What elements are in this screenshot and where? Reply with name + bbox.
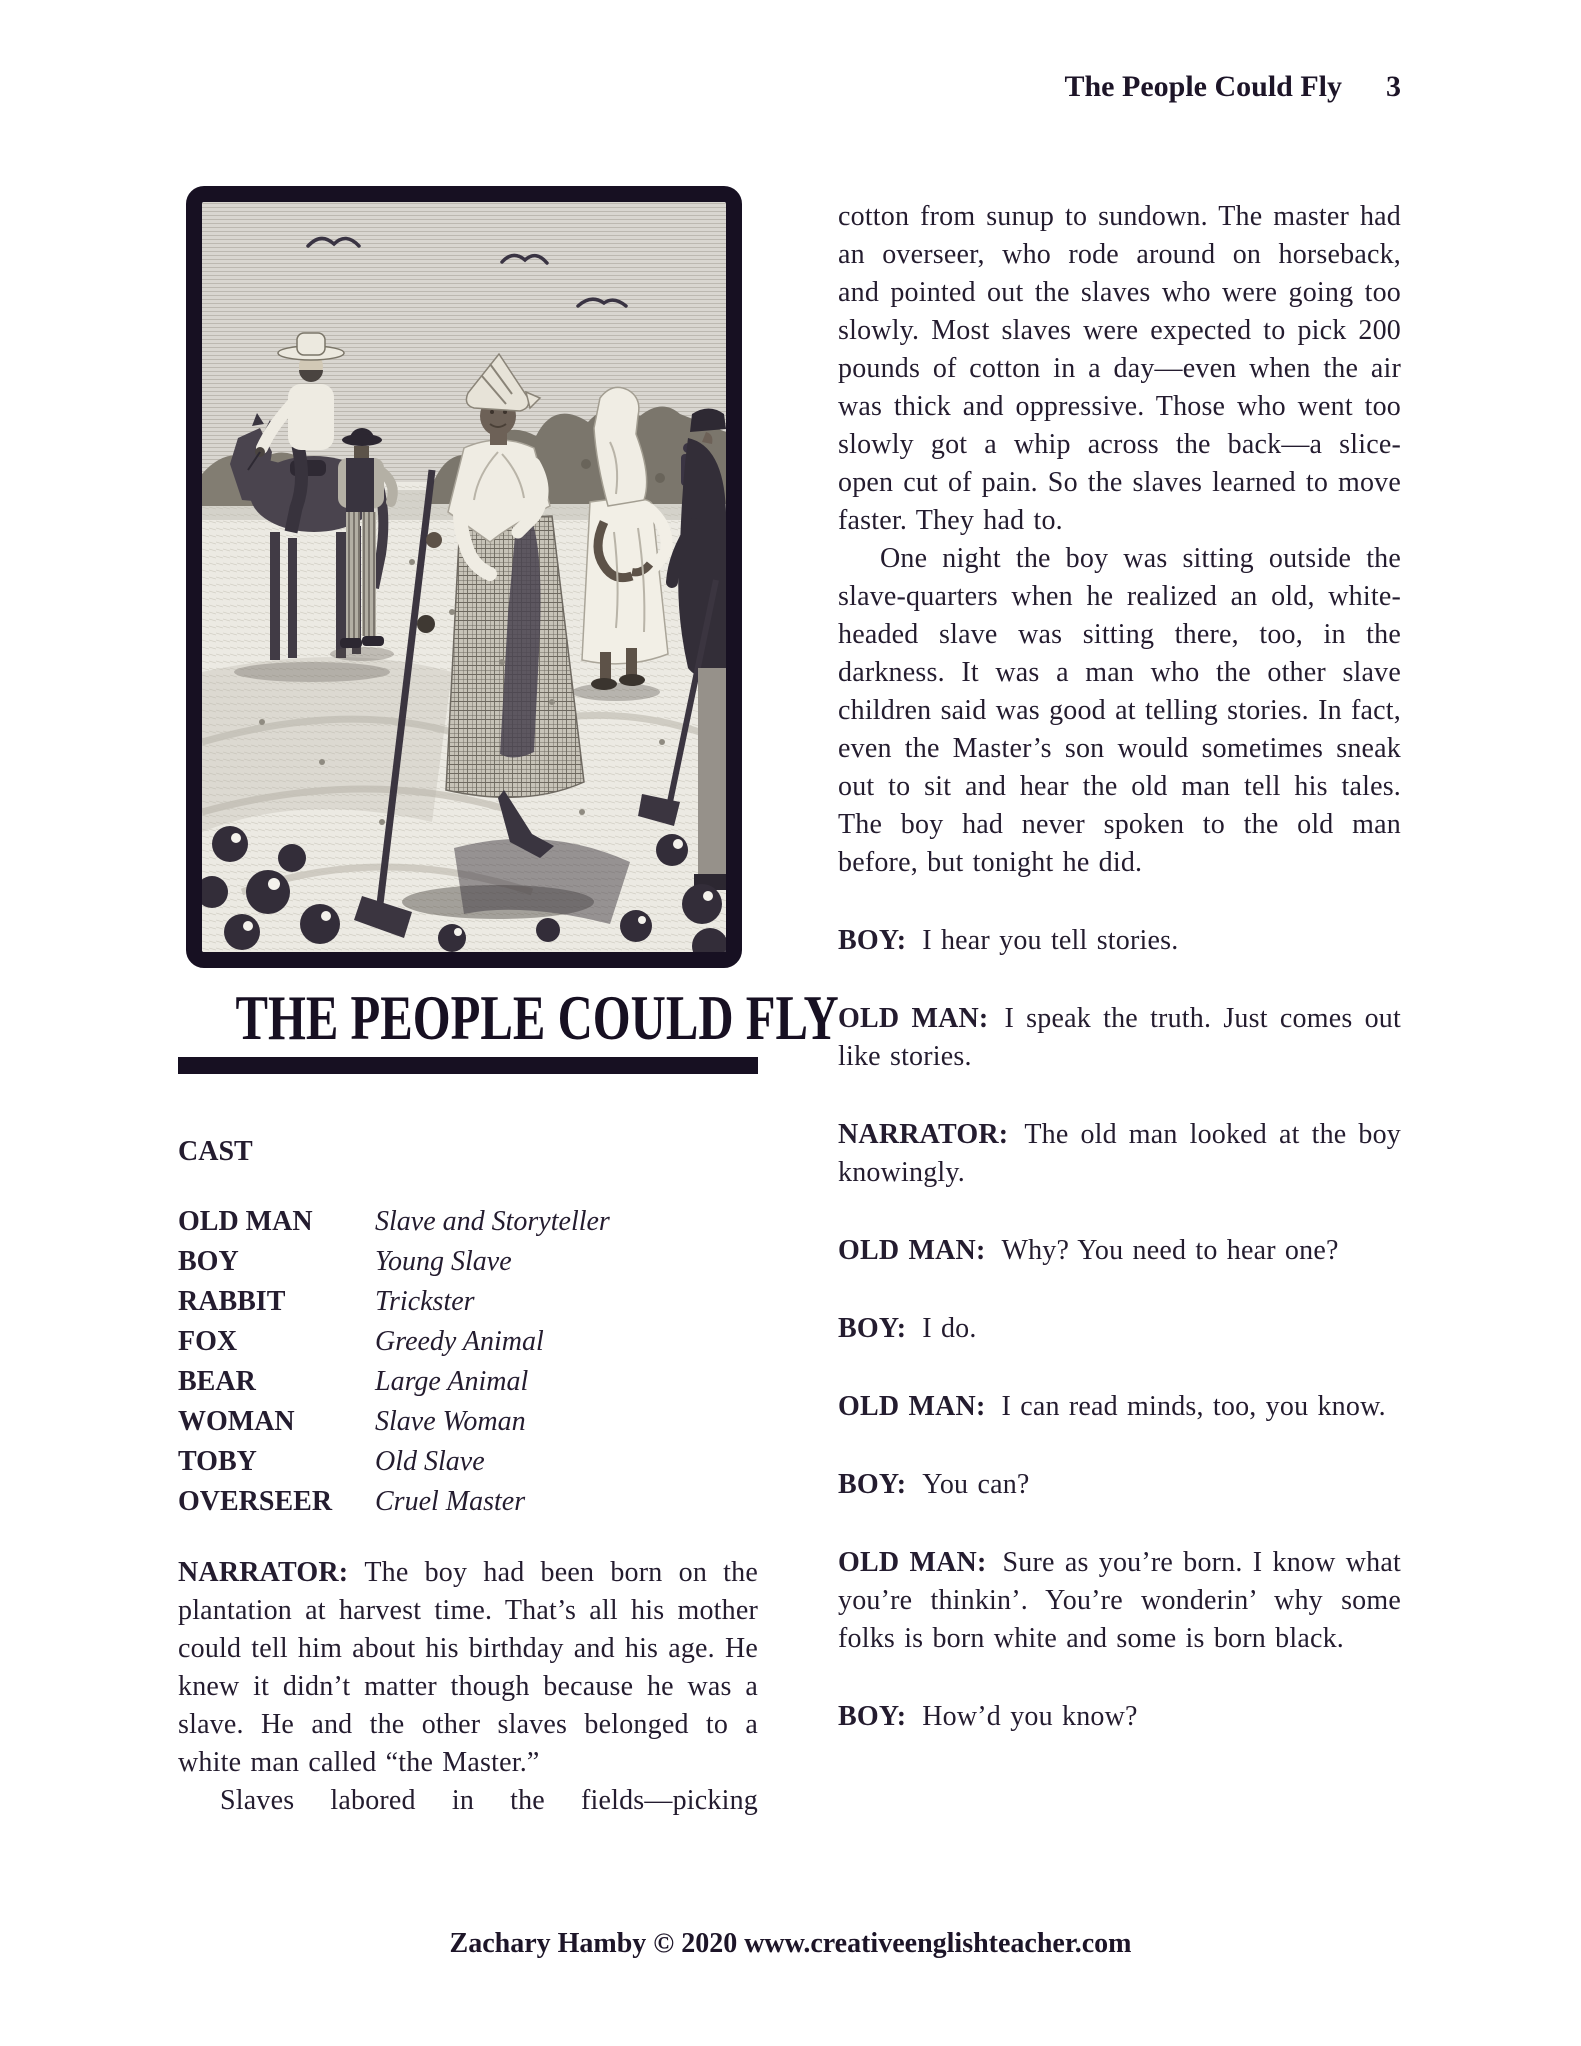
cotton-field-engraving xyxy=(202,202,726,952)
cast-role: Old Slave xyxy=(375,1446,485,1477)
cast-role: Large Animal xyxy=(375,1366,529,1397)
dialogue-line xyxy=(838,1544,1401,1658)
cast-role: Greedy Animal xyxy=(375,1326,544,1357)
dialogue-text: I can read minds, too, you know. xyxy=(1001,1391,1386,1422)
cast-name: FOX xyxy=(178,1326,238,1357)
cast-row xyxy=(178,1482,758,1522)
speaker-label: BOY: xyxy=(838,1469,907,1500)
cast-name: OLD MAN xyxy=(178,1206,313,1237)
speaker-label: BOY: xyxy=(838,1313,907,1344)
cast-name: TOBY xyxy=(178,1446,257,1477)
speaker-label: OLD MAN: xyxy=(838,1547,987,1578)
dialogue-text: I do. xyxy=(922,1313,977,1344)
dialogue-text: Why? You need to hear one? xyxy=(1001,1235,1339,1266)
title-rule xyxy=(178,1057,758,1074)
page-header xyxy=(178,70,1401,104)
cast-row xyxy=(178,1322,758,1362)
cast-name: BOY xyxy=(178,1246,239,1277)
dialogue-line xyxy=(838,1466,1401,1504)
cast-name: WOMAN xyxy=(178,1406,295,1437)
cast-role: Young Slave xyxy=(375,1246,512,1277)
play-title: THE PEOPLE COULD FLY xyxy=(235,981,839,1054)
dialogue-text: You can? xyxy=(922,1469,1030,1500)
narration-text: The boy had been born on the plantation at harvest time. That’s all his mother could tell him about his birthday and his age. He knew it didn’t matter though because he was a slave. He and the other slaves belonged to a white man called “the Master.” xyxy=(178,1557,758,1778)
dialogue-line xyxy=(838,1000,1401,1076)
cotton-field-illustration xyxy=(186,186,742,968)
speaker-label: OLD MAN: xyxy=(838,1003,989,1034)
speaker-label: NARRATOR: xyxy=(838,1119,1009,1150)
narrator-paragraph xyxy=(178,1554,758,1782)
body-paragraph: cotton from sunup to sundown. The master had an overseer, who rode around on horseback, and pointed out the slaves who were going too slowly. Most slaves were expected to pick 200 pounds of cotton in a day—even when the air was thick and oppressive. Those who went too slowly got a whip across the back—a slice-open cut of pain. So the slaves learned to move faster. They had to. xyxy=(838,201,1401,536)
dialogue-line xyxy=(838,1232,1401,1270)
cast-heading: CAST xyxy=(178,1136,253,1167)
speaker-label: OLD MAN: xyxy=(838,1391,986,1422)
cast-row xyxy=(178,1442,758,1482)
speaker-label: BOY: xyxy=(838,1701,907,1732)
cast-name: RABBIT xyxy=(178,1286,286,1317)
speaker-label: OLD MAN: xyxy=(838,1235,986,1266)
dialogue-line xyxy=(838,1698,1401,1736)
dialogue-text: I speak the truth. Just comes out like stories. xyxy=(838,1003,1401,1072)
cast-name: BEAR xyxy=(178,1366,256,1397)
cast-row xyxy=(178,1242,758,1282)
dialogue-line xyxy=(838,1116,1401,1192)
body-paragraph: One night the boy was sitting outside the slave-quarters when he realized an old, white-headed slave was sitting there, too, in the darkness. It was a man who the other slave children said was good at telling stories. In fact, even the Master’s son would sometimes sneak out to sit and hear the old man tell his tales. The boy had never spoken to the old man before, but tonight he did. xyxy=(838,543,1401,878)
cast-row xyxy=(178,1202,758,1242)
dialogue-line xyxy=(838,922,1401,960)
dialogue-text: The old man looked at the boy knowingly. xyxy=(838,1119,1401,1188)
cast-row xyxy=(178,1402,758,1442)
cast-list xyxy=(178,1202,758,1522)
cast-row xyxy=(178,1362,758,1402)
cast-role: Trickster xyxy=(375,1286,475,1317)
running-title: The People Could Fly xyxy=(1064,70,1342,103)
cast-name: OVERSEER xyxy=(178,1486,333,1517)
dialogue-text: Sure as you’re born. I know what you’re thinkin’. You’re wonderin’ why some folks is born white and some is born black. xyxy=(838,1547,1401,1654)
speaker-label: NARRATOR: xyxy=(178,1557,349,1588)
dialogue-text: How’d you know? xyxy=(922,1701,1138,1732)
cast-role: Slave Woman xyxy=(375,1406,526,1437)
left-column xyxy=(178,186,839,1820)
dialogue-line xyxy=(838,1310,1401,1348)
page-footer: Zachary Hamby © 2020 www.creativeenglishteacher.com xyxy=(449,1928,1132,1959)
right-column xyxy=(838,198,1401,1736)
dialogue-text: I hear you tell stories. xyxy=(922,925,1179,956)
cast-role: Cruel Master xyxy=(375,1486,526,1517)
cast-role: Slave and Storyteller xyxy=(375,1206,610,1237)
cast-row xyxy=(178,1282,758,1322)
speaker-label: BOY: xyxy=(838,925,907,956)
dialogue-line xyxy=(838,1388,1401,1426)
page-number: 3 xyxy=(1386,70,1401,103)
continuation-line: Slaves labored in the fields—picking xyxy=(220,1785,758,1816)
